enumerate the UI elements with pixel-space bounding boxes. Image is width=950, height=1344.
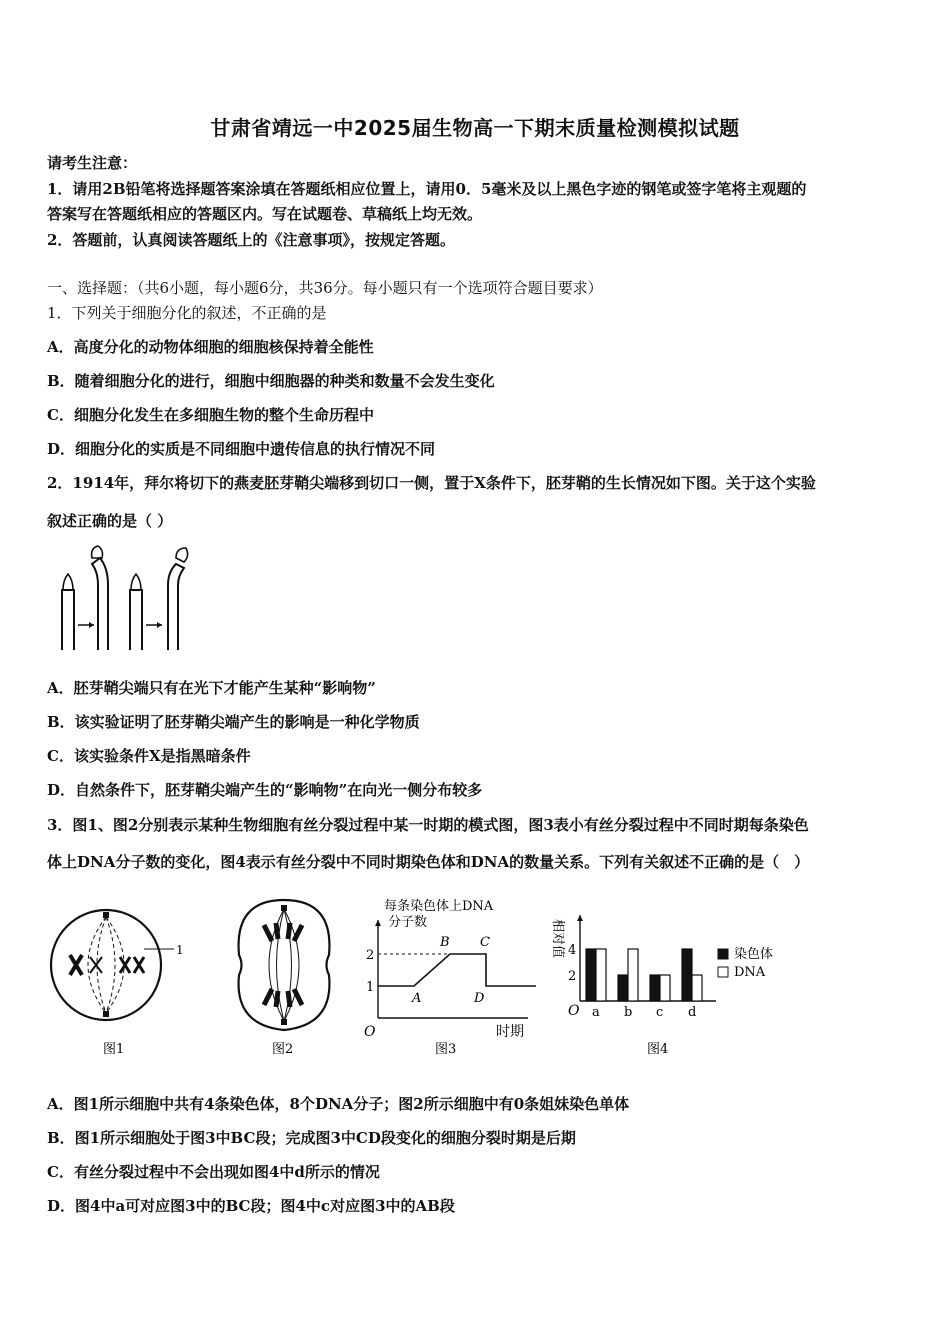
y-axis-title-2: 分子数 [388, 915, 428, 930]
category-labels [592, 1005, 696, 1020]
origin-label: O [568, 1003, 580, 1019]
x-axis-title: 时期 [496, 1024, 524, 1040]
category-label: a [592, 1005, 600, 1020]
legend-swatch-chromosome [718, 949, 728, 959]
point-label-d: D [474, 991, 485, 1006]
dna-series-line [378, 954, 536, 986]
q3-option-b: B．图1所示细胞处于图3中BC段；完成图3中CD段变化的细胞分裂时期是后期 [47, 1129, 576, 1147]
bar-dna-d [692, 975, 702, 1001]
y-axis-title: 相对值 [550, 919, 565, 959]
q2-stem-line2: 叙述正确的是（ ） [47, 512, 173, 530]
category-label: d [688, 1005, 697, 1020]
q3-option-c: C．有丝分裂过程中不会出现如图4中d所示的情况 [47, 1163, 380, 1181]
legend-label-dna: DNA [734, 965, 766, 980]
q2-stem-line1: 2．1914年，拜尔将切下的燕麦胚芽鞘尖端移到切口一侧，置于X条件下，胚芽鞘的生长情况如下图。关于这个实验 [47, 474, 816, 492]
y-tick-label: 4 [568, 943, 577, 958]
bar-dna-b [628, 949, 638, 1001]
category-label: b [624, 1005, 633, 1020]
figure-2-caption: 图2 [272, 1042, 294, 1057]
y-axis-arrow [577, 915, 583, 921]
q1-stem: 1．下列关于细胞分化的叙述，不正确的是 [47, 304, 327, 322]
y-axis-arrow [375, 920, 381, 926]
bar-dna-a [596, 949, 606, 1001]
q3-option-a: A．图1所示细胞中共有4条染色体，8个DNA分子；图2所示细胞中有0条姐妹染色单体 [47, 1095, 630, 1113]
legend-label-chromosome: 染色体 [734, 947, 774, 962]
q2-option-b: B．该实验证明了胚芽鞘尖端产生的影响是一种化学物质 [47, 713, 420, 731]
page-title: 甘肃省靖远一中2025届生物高一下期末质量检测模拟试题 [210, 116, 740, 140]
chromosome-center [90, 957, 102, 973]
chromosomes-lower [264, 989, 302, 1007]
coleoptile-pair-1 [62, 546, 108, 650]
figure-4-caption: 图4 [647, 1042, 669, 1057]
y-tick-label: 2 [568, 969, 577, 984]
notice-item-1a: 1．请用2B铅笔将选择题答案涂填在答题纸相应位置上，请用0．5毫米及以上黑色字迹的钢笔或签字笔将主观题的 [47, 180, 807, 198]
point-label-c: C [480, 935, 490, 950]
bar-chromosome-b [618, 975, 628, 1001]
q3-stem-line1: 3．图1、图2分别表示某种生物细胞有丝分裂过程中某一时期的模式图，图3表小有丝分裂过程中不同时期每条染色 [47, 816, 809, 834]
y-axis-title-1: 每条染色体上DNA [384, 899, 494, 914]
notice-item-2: 2．答题前，认真阅读答题纸上的《注意事项》，按规定答题。 [47, 231, 455, 249]
category-label: c [656, 1005, 664, 1020]
coleoptile-pair-2 [130, 548, 188, 650]
figure-1-caption: 图1 [103, 1042, 125, 1057]
point-label-b: B [440, 935, 450, 950]
bar-chromosome-a [586, 949, 596, 1001]
notice-item-1b: 答案写在答题纸相应的答题区内。写在试题卷、草稿纸上均无效。 [47, 205, 483, 223]
notice-heading: 请考生注意： [47, 154, 138, 172]
q1-option-b: B．随着细胞分化的进行，细胞中细胞器的种类和数量不会发生变化 [47, 372, 495, 390]
figure-2-anaphase-cell [224, 895, 344, 1060]
cell-membrane [239, 900, 330, 1030]
q3-option-d: D．图4中a可对应图3中的BC段；图4中c对应图3中的AB段 [47, 1197, 455, 1215]
q2-option-a: A．胚芽鞘尖端只有在光下才能产生某种“影响物” [47, 679, 376, 697]
bar-dna-c [660, 975, 670, 1001]
q2-option-c: C．该实验条件X是指黑暗条件 [47, 747, 251, 765]
figure-1-metaphase-cell [48, 905, 198, 1060]
q1-option-a: A．高度分化的动物体细胞的细胞核保持着全能性 [47, 338, 374, 356]
origin-label: O [364, 1024, 376, 1040]
coleoptile-figure [50, 540, 200, 658]
figure-1-label: 1 [176, 943, 184, 957]
figure-4-bar-chart [540, 905, 800, 1060]
point-label-a: A [412, 991, 422, 1006]
chromosomes-upper [264, 923, 302, 941]
chromosome-left [70, 955, 82, 975]
bar-chromosome-d [682, 949, 692, 1001]
bar-group [586, 949, 702, 1001]
q2-option-d: D．自然条件下，胚芽鞘尖端产生的“影响物”在向光一侧分布较多 [47, 781, 483, 799]
figure-3-line-chart [360, 890, 540, 1060]
bar-chromosome-c [650, 975, 660, 1001]
figure-3-caption: 图3 [435, 1042, 457, 1057]
cell-membrane [51, 910, 161, 1020]
q1-option-d: D．细胞分化的实质是不同细胞中遗传信息的执行情况不同 [47, 440, 436, 458]
y-tick-label: 2 [366, 948, 375, 963]
legend-swatch-dna [718, 967, 728, 977]
q1-option-c: C．细胞分化发生在多细胞生物的整个生命历程中 [47, 406, 374, 424]
y-tick-label: 1 [366, 980, 375, 995]
section-heading: 一、选择题：（共6小题，每小题6分，共36分。每小题只有一个选项符合题目要求） [47, 279, 603, 297]
q3-stem-line2: 体上DNA分子数的变化，图4表示有丝分裂中不同时期染色体和DNA的数量关系。下列有关叙述不正确的是（ ） [47, 853, 810, 871]
